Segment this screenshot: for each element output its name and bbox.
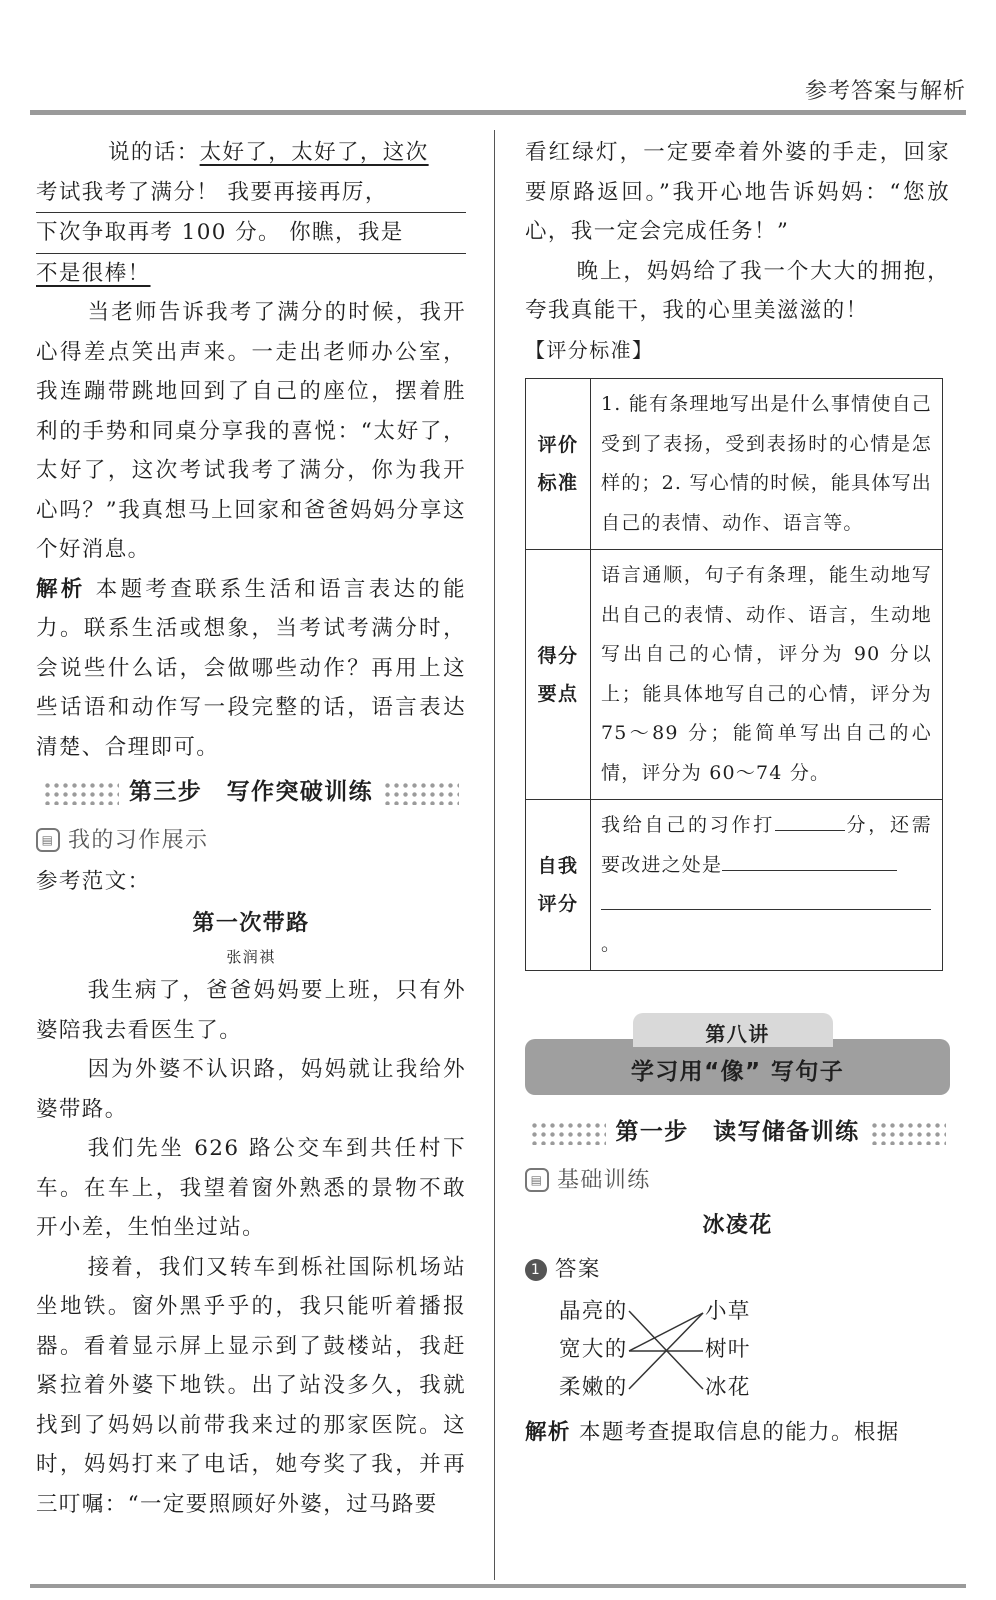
table-row	[526, 550, 943, 800]
answer-label: 答案	[555, 1256, 601, 1282]
table-content-cell: 语言通顺，句子有条理，能生动地写出自己的表情、动作、语言，生动地写出自己的心情，评分为 90 分以上；能具体地写自己的心情，评分为 75～89 分；能简单写出自己的心情，评分为 60～74 分。	[591, 550, 943, 800]
essay-paragraph: 我们先坐 626 路公交车到共任村下车。在车上，我望着窗外熟悉的景物不敢开小差，生怕坐过站。	[36, 1136, 466, 1240]
self-score-text-c: 。	[601, 932, 622, 955]
basic-training-tag	[525, 1161, 950, 1201]
step1-title: 第一步 读写储备训练	[615, 1119, 860, 1145]
improve-blank[interactable]	[722, 870, 897, 871]
page-header-title: 参考答案与解析	[804, 79, 966, 104]
score-blank[interactable]	[775, 830, 845, 831]
question-number: 1	[525, 1259, 547, 1281]
match-left-item: 宽大的	[559, 1337, 628, 1362]
step3-title: 第三步 写作突破训练	[129, 779, 373, 805]
lecture-title: 学习用“像” 写句子	[630, 1059, 845, 1085]
said-line-1	[36, 133, 466, 173]
scoring-table	[525, 378, 943, 971]
column-divider	[494, 130, 495, 1580]
said-text-1: 太好了，太好了，这次	[199, 140, 429, 165]
essay-title: 第一次带路	[192, 910, 310, 936]
improve-blank-2[interactable]	[601, 909, 931, 910]
basic-training-title: 基础训练	[557, 1167, 651, 1193]
paragraph-full-score: 当老师告诉我考了满分的时候，我开心得差点笑出声来。一走出老师办公室，我连蹦带跳地回到了自己的座位，摆着胜利的手势和同桌分享我的喜悦：“太好了，太好了，这次考试我考了满分，你为我开心吗？”我真想马上回家和爸爸妈妈分享这个好消息。	[36, 300, 466, 562]
left-column	[36, 133, 466, 1524]
essay-continuation: 看红绿灯，一定要牵着外婆的手走，回家要原路返回。”我开心地告诉妈妈：“您放心，我一定会完成任务！”	[525, 140, 950, 244]
self-score-cell	[591, 800, 943, 971]
dots-decoration-left	[530, 1121, 606, 1145]
table-header-cell: 得分要点	[526, 550, 591, 800]
matching-lines	[625, 1289, 715, 1409]
lecture-number: 第八讲	[705, 1022, 770, 1046]
sample-label: 参考范文：	[36, 869, 151, 894]
dots-decoration-left	[43, 781, 119, 805]
book-icon: ▤	[525, 1168, 549, 1192]
analysis-label-right: 解析	[525, 1420, 571, 1445]
said-text-2: 考试我考了满分！ 我要再接再厉，	[36, 173, 466, 214]
step1-heading	[525, 1113, 950, 1153]
analysis-label: 解析	[36, 576, 86, 602]
table-content-cell: 1. 能有条理地写出是什么事情使自己受到了表扬，受到表扬时的心情是怎样的；2. 写心情的时候，能具体写出自己的表情、动作、语言等。	[591, 379, 943, 550]
answer-line	[525, 1250, 950, 1290]
showcase-title: 我的习作展示	[68, 827, 209, 853]
essay-paragraph: 因为外婆不认识路，妈妈就让我给外婆带路。	[36, 1057, 466, 1122]
essay-author: 张润祺	[226, 948, 276, 966]
footer-rule	[30, 1584, 966, 1588]
matching-exercise	[535, 1289, 950, 1409]
match-right-item: 树叶	[705, 1337, 751, 1362]
table-header-cell: 评价标准	[526, 379, 591, 550]
table-header-cell: 自我评分	[526, 800, 591, 971]
analysis-paragraph-right	[525, 1413, 950, 1453]
showcase-section-tag	[36, 821, 466, 861]
analysis-text-right: 本题考查提取信息的能力。根据	[579, 1420, 900, 1445]
said-label: 说的话：	[108, 140, 200, 165]
dots-decoration-right	[870, 1121, 946, 1145]
said-text-3: 下次争取再考 100 分。 你瞧，我是	[36, 213, 466, 254]
analysis-paragraph	[36, 570, 466, 768]
header-rule	[30, 110, 966, 115]
right-column	[525, 133, 950, 1453]
said-text-4: 不是很棒！	[36, 260, 151, 286]
table-row	[526, 379, 943, 550]
table-row	[526, 800, 943, 971]
match-left-item: 晶亮的	[559, 1299, 628, 1324]
step3-heading	[36, 773, 466, 813]
book-icon: ▤	[36, 828, 60, 852]
analysis-text: 本题考查联系生活和语言表达的能力。联系生活或想象，当考试考满分时，会说些什么话，会做哪些动作？再用上这些话语和动作写一段完整的话，语言表达清楚、合理即可。	[36, 576, 466, 760]
self-score-text-b: 分，还需要改进之处是	[601, 814, 932, 876]
dots-decoration-right	[383, 781, 459, 805]
self-score-text-a: 我给自己的习作打	[601, 814, 775, 836]
match-left-item: 柔嫩的	[559, 1375, 628, 1400]
match-right-item: 冰花	[705, 1375, 751, 1400]
essay-ending: 晚上，妈妈给了我一个大大的拥抱，夸我真能干，我的心里美滋滋的！	[525, 258, 950, 323]
essay-paragraph: 我生病了，爸爸妈妈要上班，只有外婆陪我去看医生了。	[36, 978, 466, 1043]
match-right-item: 小草	[705, 1299, 751, 1324]
lecture-banner	[525, 1013, 950, 1095]
criteria-label: 【评分标准】	[525, 337, 654, 362]
essay-paragraph: 接着，我们又转车到栎社国际机场站坐地铁。窗外黑乎乎的，我只能听着播报器。看着显示屏上显示到了鼓楼站，我赶紧拉着外婆下地铁。出了站没多久，我就找到了妈妈以前带我来过的那家医院。这时，妈妈打来了电话，她夸奖了我，并再三叮嘱：“一定要照顾好外婆，过马路要	[36, 1254, 466, 1517]
poem-title: 冰凌花	[702, 1213, 773, 1238]
